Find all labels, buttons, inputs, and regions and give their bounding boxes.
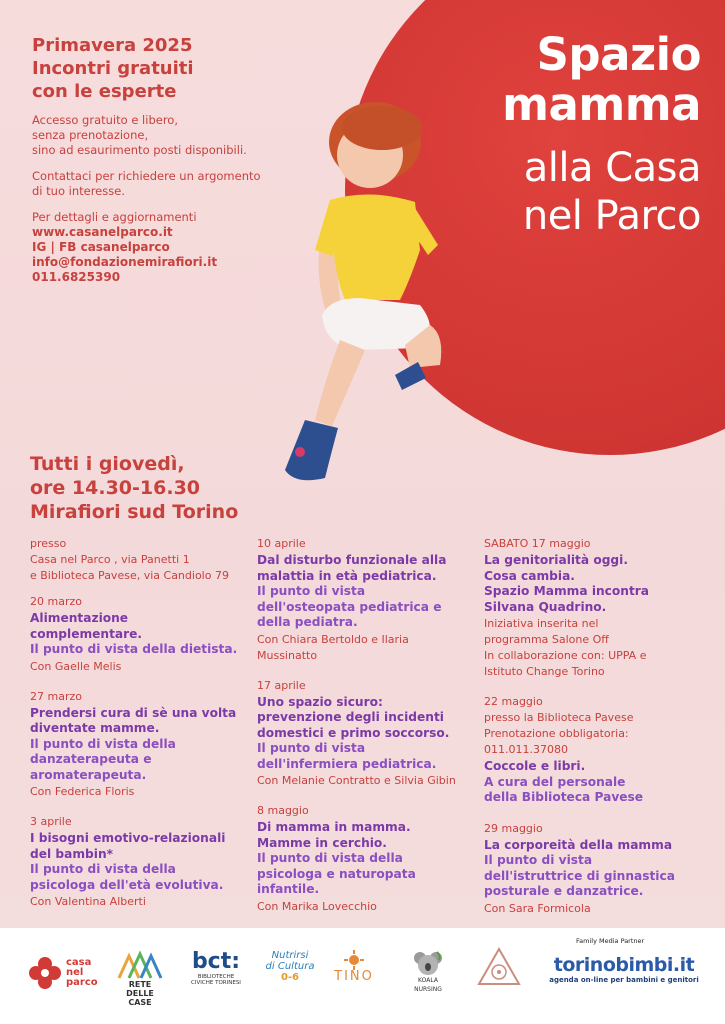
venue-presso: presso	[30, 537, 67, 550]
venue-line-1: Casa nel Parco , via Panetti 1	[30, 553, 190, 566]
schedule-line-3: Mirafiori sud Torino	[30, 501, 239, 523]
tino-text: TINO	[334, 969, 374, 984]
event-block	[484, 822, 704, 916]
event-date: 27 marzo	[30, 689, 82, 703]
torinobimbi-logo[interactable]	[548, 954, 700, 985]
season-line3: con le esperte	[32, 81, 177, 102]
access-line-1: Accesso gratuito e libero,	[32, 113, 178, 127]
event-speaker-line: In collaborazione con: UPPA e	[484, 649, 647, 662]
event-title-line: Prendersi cura di sè una volta	[30, 705, 237, 720]
torinobimbi-sub: agenda on-line per bambini e genitori	[549, 976, 699, 984]
nutrirsi-logo	[260, 950, 320, 983]
event-title-line: Coccole e libri.	[484, 759, 586, 773]
event-title-line: Spazio Mamma incontra	[484, 584, 650, 598]
column-3	[484, 537, 704, 916]
venue-line-2: e Biblioteca Pavese, via Candiolo 79	[30, 569, 229, 582]
event-title-line: Alimentazione	[30, 611, 129, 625]
event-date: 3 aprile	[30, 815, 72, 828]
casa-word: casa	[66, 957, 92, 968]
event-subtitle-line: psicologa e naturopata	[257, 866, 416, 881]
event-subtitle-line: della pediatra.	[257, 615, 358, 629]
event-date: 22 maggio	[484, 695, 543, 708]
event-speaker-line: Con Federica Floris	[30, 785, 135, 798]
event-subtitle-line: Il punto di vista	[257, 584, 366, 598]
event-title-line: I bisogni emotivo-relazionali	[30, 831, 226, 845]
event-subtitle-line: Il punto di vista della	[30, 736, 176, 751]
event-speaker-line: Con Marika Lovecchio	[257, 899, 377, 913]
website-link[interactable]: www.casanelparco.it	[32, 225, 173, 239]
event-block	[30, 690, 255, 800]
column-2	[257, 537, 482, 914]
events-col3	[484, 537, 704, 916]
bct-sub: BIBLIOTECHE CIVICHE TORINESI	[191, 974, 241, 986]
hero-line-2: mamma	[502, 78, 701, 131]
event-subtitle-line: Il punto di vista	[257, 741, 366, 755]
event-block	[484, 537, 704, 679]
nutrirsi-line-1: Nutrirsi	[271, 950, 309, 961]
hero-line-1: Spazio	[536, 28, 701, 81]
season-line2: Incontri gratuiti	[32, 58, 194, 79]
child-photo	[270, 100, 470, 490]
koala-text: KOALA NURSING	[414, 977, 442, 993]
event-title-line: Uno spazio sicuro:	[257, 694, 383, 709]
event-block	[257, 804, 482, 914]
event-block	[484, 695, 704, 806]
email-link[interactable]: info@fondazionemirafiori.it	[32, 255, 218, 269]
event-subtitle-line: dell'istruttrice di ginnastica	[484, 868, 675, 883]
contact-line-2: di tuo interesse.	[32, 184, 125, 198]
event-subtitle-line: della Biblioteca Pavese	[484, 790, 644, 804]
event-title-line: complementare.	[30, 626, 143, 641]
event-subtitle-line: A cura del personale	[484, 774, 626, 789]
nutrirsi-line-3: 0-6	[280, 972, 300, 983]
event-title-line: diventate mamme.	[30, 721, 160, 735]
event-date: SABATO 17 maggio	[484, 537, 591, 550]
rete-delle-case-logo	[114, 950, 166, 1007]
hero-line-4: nel Parco	[522, 193, 701, 239]
triangle-knot-icon	[476, 946, 522, 988]
event-pre-line: Prenotazione obbligatoria:	[484, 727, 629, 740]
event-title-line: domestici e primo soccorso.	[257, 725, 450, 740]
event-subtitle-line: Il punto di vista della	[257, 851, 403, 865]
event-subtitle-line: dell'infermiera pediatrica.	[257, 756, 437, 771]
event-title-line: malattia in età pediatrica.	[257, 568, 437, 583]
venue-block	[30, 537, 255, 583]
casa-nel-parco-logo	[28, 956, 98, 990]
event-block	[257, 537, 482, 663]
event-title-line: Silvana Quadrino.	[484, 599, 607, 614]
event-subtitle-line: psicologa dell'età evolutiva.	[30, 877, 224, 892]
nutrirsi-line-2: di Cultura	[265, 961, 315, 972]
parco-word: parco	[66, 977, 98, 988]
event-date: 20 marzo	[30, 595, 82, 608]
event-title-line: Cosa cambia.	[484, 568, 575, 583]
bct-text: bct:	[191, 949, 241, 974]
season-title: Primavera 2025	[32, 35, 193, 56]
event-subtitle-line: aromaterapeuta.	[30, 767, 147, 782]
torinobimbi-text: torinobimbi.it	[553, 954, 695, 976]
events-col2	[257, 537, 482, 914]
bct-logo	[190, 950, 242, 986]
event-block	[30, 595, 255, 674]
event-date: 29 maggio	[484, 821, 543, 835]
social-handle[interactable]: IG | FB casanelparco	[32, 240, 170, 254]
event-title-line: La corporeità della mamma	[484, 837, 673, 852]
koala-logo	[406, 950, 450, 994]
tino-sun-icon	[344, 950, 364, 970]
column-1	[30, 537, 255, 909]
event-speaker-line: Mussinatto	[257, 648, 318, 662]
event-speaker-line: Con Valentina Alberti	[30, 895, 146, 908]
event-title-line: Di mamma in mamma.	[257, 820, 411, 834]
schedule-line-1: Tutti i giovedì,	[30, 453, 185, 475]
partner-label: Family Media Partner	[576, 937, 645, 945]
access-line-3: sino ad esaurimento posti disponibili.	[32, 143, 247, 157]
event-block	[30, 815, 255, 909]
event-date: 8 maggio	[257, 804, 309, 817]
event-speaker-line: Iniziativa inserita nel	[484, 617, 599, 630]
event-subtitle-line: danzaterapeuta e	[30, 752, 152, 766]
rete-text: RETE DELLE CASE	[126, 980, 154, 1007]
event-pre-line: 011.011.37080	[484, 743, 568, 756]
nel-word: nel	[66, 967, 84, 978]
event-speaker-line: Con Chiara Bertoldo e Ilaria	[257, 632, 409, 646]
koala-icon	[413, 950, 443, 976]
casa-flower-icon	[28, 956, 62, 990]
event-subtitle-line: Il punto di vista	[484, 853, 593, 867]
event-speaker-line: Istituto Change Torino	[484, 665, 605, 678]
triangle-logo	[474, 946, 524, 988]
contact-line-1: Contattaci per richiedere un argomento	[32, 169, 261, 183]
event-speaker-line: Con Gaelle Melis	[30, 659, 122, 673]
event-speaker-line: Con Melanie Contratto e Silvia Gibin	[257, 774, 456, 787]
event-title-line: Mamme in cerchio.	[257, 835, 387, 850]
event-date: 10 aprile	[257, 537, 306, 550]
event-subtitle-line: infantile.	[257, 882, 320, 896]
event-date: 17 aprile	[257, 678, 306, 692]
tino-logo	[332, 950, 376, 984]
event-subtitle-line: Il punto di vista della dietista.	[30, 642, 238, 656]
event-subtitle-line: Il punto di vista della	[30, 862, 176, 876]
event-pre-line: presso la Biblioteca Pavese	[484, 711, 634, 724]
hero-line-3: alla Casa	[523, 145, 701, 191]
event-subtitle-line: posturale e danzatrice.	[484, 884, 644, 898]
event-title-line: La genitorialità oggi.	[484, 553, 628, 567]
access-line-2: senza prenotazione,	[32, 128, 149, 142]
event-subtitle-line: dell'osteopata pediatrica e	[257, 599, 442, 614]
event-speaker-line: programma Salone Off	[484, 633, 609, 646]
event-title-line: del bambin*	[30, 846, 114, 861]
event-title-line: Dal disturbo funzionale alla	[257, 553, 447, 567]
event-block	[257, 679, 482, 789]
event-speaker-line: Con Sara Formicola	[484, 901, 591, 915]
event-title-line: prevenzione degli incidenti	[257, 710, 444, 724]
details-label: Per dettagli e aggiornamenti	[32, 210, 197, 224]
phone-number[interactable]: 011.6825390	[32, 270, 121, 284]
events-col1	[30, 595, 255, 909]
schedule-line-2: ore 14.30-16.30	[30, 477, 201, 499]
rete-houses-icon	[117, 950, 163, 980]
